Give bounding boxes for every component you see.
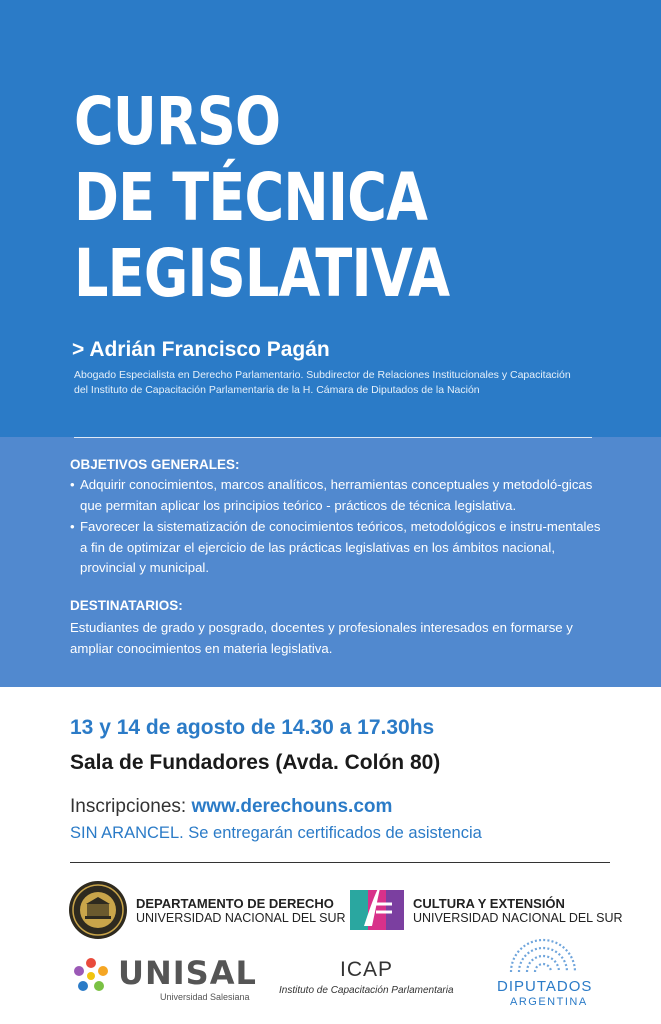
bio-line-2: del Instituto de Capacitación Parlamentaria de la H. Cámara de Diputados de la Nación [74, 384, 480, 396]
registration-line [70, 796, 392, 818]
derecho-name: DEPARTAMENTO DE DERECHO [136, 896, 334, 911]
title-line-3: LEGISLATIVA [74, 235, 450, 312]
hero-banner [0, 0, 661, 437]
unisal-name: UNISAL [118, 954, 257, 992]
bio-line-1: Abogado Especialista en Derecho Parlamentario. Subdirector de Relaciones Institucionales y Capacitación [74, 369, 571, 381]
icap-sub: Instituto de Capacitación Parlamentaria [279, 985, 454, 996]
bullet-icon: • [70, 519, 75, 535]
unisal-sub: Universidad Salesiana [160, 992, 250, 1002]
derecho-sub: UNIVERSIDAD NACIONAL DEL SUR [136, 911, 346, 925]
uns-seal-icon [68, 880, 128, 940]
registration-label: Inscripciones: [70, 796, 192, 817]
footer-divider [70, 862, 610, 863]
event-venue: Sala de Fundadores (Avda. Colón 80) [70, 751, 441, 774]
icap-name: ICAP [340, 958, 394, 981]
cultura-sub: UNIVERSIDAD NACIONAL DEL SUR [413, 911, 623, 925]
objective-item-2 [70, 517, 610, 579]
title-line-2: DE TÉCNICA [74, 159, 428, 236]
diputados-dome-icon [507, 934, 579, 974]
audience-title: DESTINATARIOS: [70, 598, 183, 613]
diputados-name: DIPUTADOS [497, 978, 593, 995]
registration-link[interactable]: www.derechouns.com [191, 796, 393, 817]
objective-item-1 [70, 475, 610, 516]
objectives-title: OBJETIVOS GENERALES: [70, 457, 240, 472]
info-divider [74, 437, 592, 438]
cultura-extension-logo-icon [348, 878, 406, 936]
course-title [74, 84, 449, 312]
speaker-bio [74, 368, 634, 398]
fee-note: SIN ARANCEL. Se entregarán certificados de asistencia [70, 824, 482, 842]
event-date-time: 13 y 14 de agosto de 14.30 a 17.30hs [70, 716, 435, 739]
objective-text-2: Favorecer la sistematización de conocimientos teóricos, metodológicos e instru-mentales a fin de optimizar el ejercicio de las prácticas legislativas en los ámbitos nacional, provincial y municipal. [80, 519, 601, 576]
diputados-sub: ARGENTINA [510, 996, 588, 1008]
unisal-flower-icon [70, 955, 112, 997]
objectives-list [70, 475, 610, 580]
objective-text-1: Adquirir conocimientos, marcos analíticos, herramientas conceptuales y metodoló-gicas que permitan aplicar los principios teórico - prácticos de técnica legislativa. [80, 477, 593, 513]
info-panel [0, 437, 661, 687]
audience-text: Estudiantes de grado y posgrado, docentes y profesionales interesados en formarse y ampliar conocimientos en materia legislativa. [70, 620, 573, 656]
bullet-icon: • [70, 477, 75, 492]
speaker-name: > Adrián Francisco Pagán [72, 338, 330, 361]
cultura-name: CULTURA Y EXTENSIÓN [413, 896, 565, 911]
title-line-1: CURSO [74, 83, 281, 160]
